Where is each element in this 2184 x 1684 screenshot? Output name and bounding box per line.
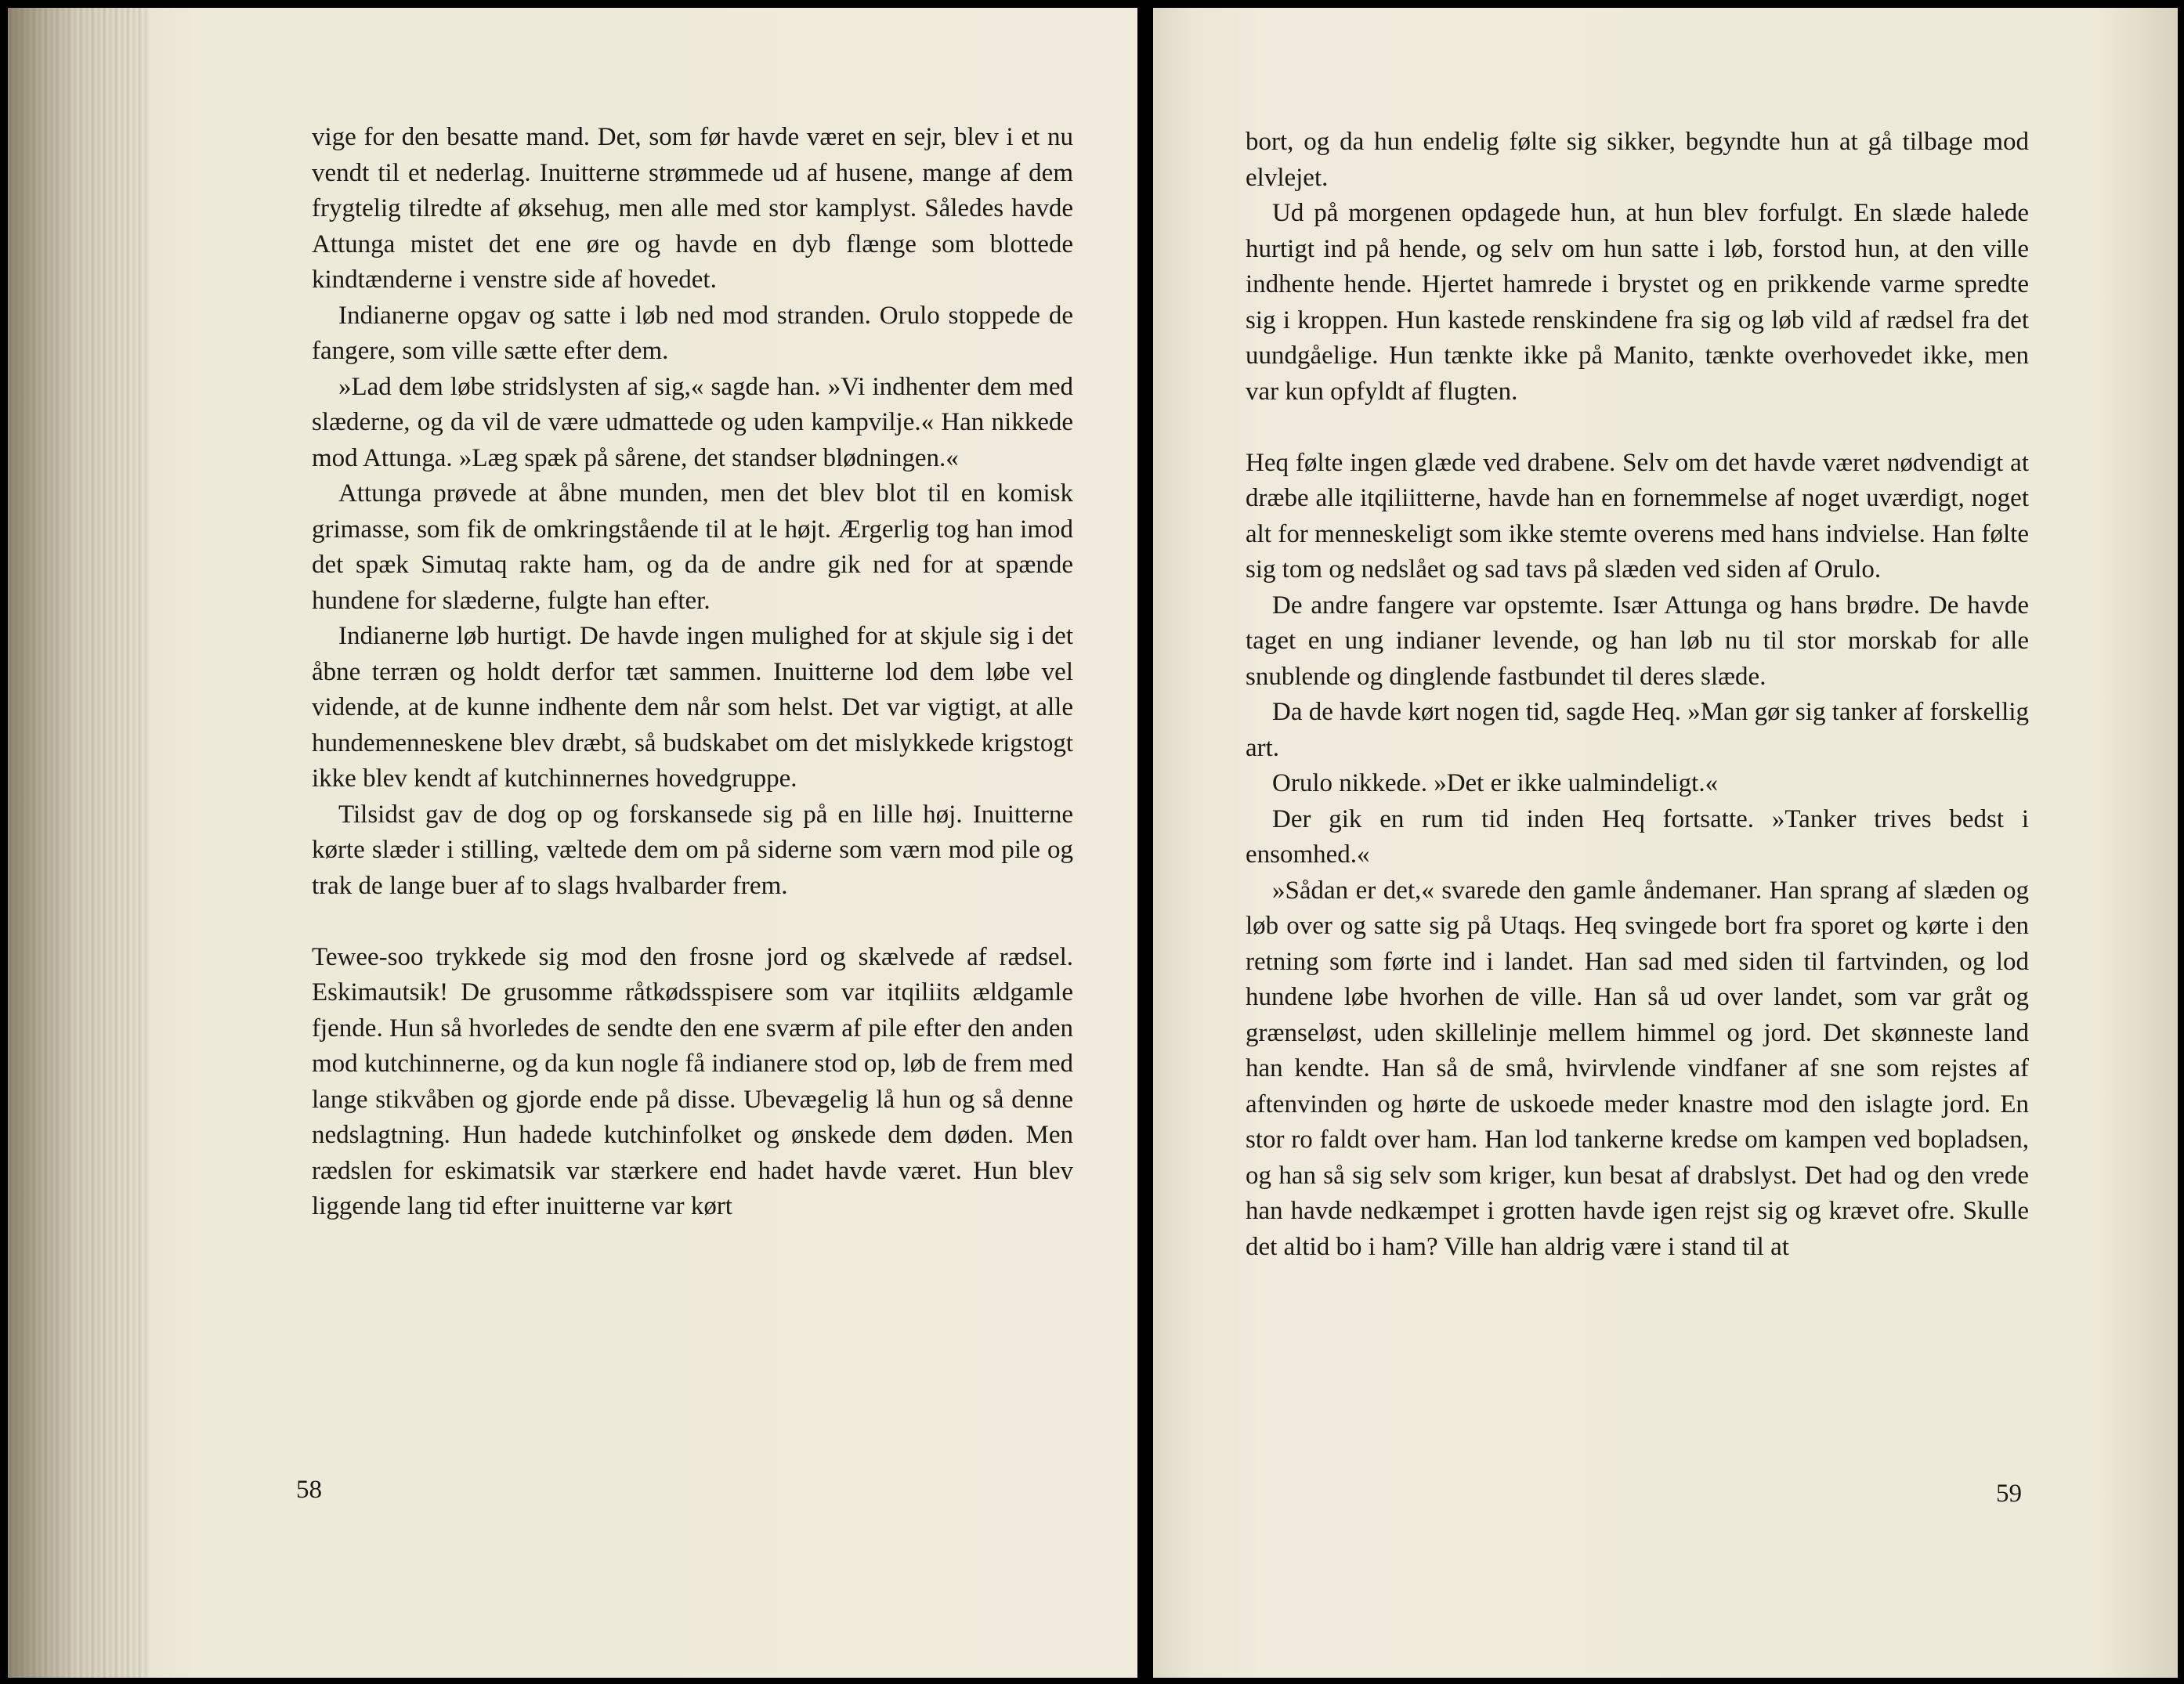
- paragraph: Attunga prøvede at åbne munden, men det blev blot til en komisk grimasse, som fik de omkringstående til at le højt. Ærgerlig tog han imod det spæk Simutaq rakte ham, og da de andre gik ned for at spænde hundene for slæderne, fulgte han efter.: [312, 479, 1073, 615]
- page-number: 59: [1996, 1480, 2022, 1508]
- paragraph: bort, og da hun endelig følte sig sikker, begyndte hun at gå tilbage mod elvlejet.: [1246, 128, 2029, 192]
- paragraph: »Lad dem løbe stridslysten af sig,« sagde han. »Vi indhenter dem med slæderne, og da vil de være udmattede og uden kampvilje.« Han nikkede mod Attunga. »Læg spæk på sårene, det standser blødningen.«: [312, 372, 1073, 472]
- page-number: 58: [296, 1476, 322, 1504]
- paragraph: Heq følte ingen glæde ved drabene. Selv om det havde været nødvendigt at dræbe alle itqiliitterne, havde han en fornemmelse af noget uværdigt, noget alt for menneskeligt som ikke stemte overens med hans indvielse. Han følte sig tom og nedslået og sad tavs på slæden ved siden af Orulo.: [1246, 448, 2029, 584]
- paragraph: Indianerne løb hurtigt. De havde ingen mulighed for at skjule sig i det åbne terræn og holdt derfor tæt sammen. Inuitterne lod dem løbe vel vidende, at de kunne indhente dem når som helst. Det var vigtigt, at alle hundemenneskene blev dræbt, så budskabet om det mislykkede krigstogt ikke blev kendt af kutchinnernes hovedgruppe.: [312, 622, 1073, 793]
- paragraph: Da de havde kørt nogen tid, sagde Heq. »Man gør sig tanker af forskellig art.: [1246, 698, 2029, 762]
- left-page-text: [312, 120, 1073, 1225]
- paragraph: Der gik en rum tid inden Heq fortsatte. »Tanker trives bedst i ensomhed.«: [1246, 804, 2029, 869]
- page-edges: [8, 8, 149, 1678]
- paragraph: Orulo nikkede. »Det er ikke ualmindeligt.«: [1272, 769, 1719, 797]
- right-page-text: [1246, 125, 2029, 1265]
- paragraph: »Sådan er det,« svarede den gamle åndemaner. Han sprang af slæden og løb over og satte sig på Utaqs. Heq svingede bort fra sporet og kørte i den retning som førte ind i landet. Han sad med siden til fartvinden, og lod hundene løbe hvorhen de ville. Han så ud over landet, som var gråt og grænseløst, uden skillelinje mellem himmel og jord. Det skønneste land han kendte. Han så de små, hvirvlende vindfaner af sne som rejstes af aftenvinden og hørte de uskoede meder knastre mod den islagte jord. En stor ro faldt over ham. Han lod tankerne kredse om kampen ved bopladsen, og han så sig selv som kriger, kun besat af drabslyst. Det had og den vrede han havde nedkæmpet i grotten havde igen rejst sig og krævet ofre. Skulle det altid bo i ham? Ville han aldrig være i stand til at: [1246, 876, 2029, 1261]
- paragraph: vige for den besatte mand. Det, som før havde været en sejr, blev i et nu vendt til et nederlag. Inuitterne strømmede ud af husene, mange af dem frygtelig tilredte af øksehug, men alle med stor kamplyst. Således havde Attunga mistet det ene øre og havde en dyb flænge som blottede kindtænderne i venstre side af hovedet.: [312, 123, 1073, 294]
- paragraph: De andre fangere var opstemte. Især Attunga og hans brødre. De havde taget en ung indianer levende, og han løb nu til stor morskab for alle snublende og dinglende fastbundet til deres slæde.: [1246, 591, 2029, 691]
- paragraph: Ud på morgenen opdagede hun, at hun blev forfulgt. En slæde halede hurtigt ind på hende, og selv om hun satte i løb, forstod hun, at den ville indhente hende. Hjertet hamrede i brystet og en prikkende varme spredte sig i kroppen. Hun kastede renskindene fra sig og løb vild af rædsel fra det uundgåelige. Hun tænkte ikke på Manito, tænkte overhovedet ikke, men var kun opfyldt af flugten.: [1246, 199, 2029, 406]
- paragraph: Tewee-soo trykkede sig mod den frosne jord og skælvede af rædsel. Eskimautsik! De grusomme råtkødsspisere som var itqiliits ældgamle fjende. Hun så hvorledes de sendte den ene sværm af pile efter den anden mod kutchinnerne, og da kun nogle få indianere stod op, løb de frem med lange stikvåben og gjorde ende på disse. Ubevægelig lå hun og så denne nedslagtning. Hun hadede kutchinfolket og ønskede dem døden. Men rædslen for eskimatsik var stærkere end hadet havde været. Hun blev liggende lang tid efter inuitterne var kørt: [312, 942, 1073, 1220]
- left-page: [8, 8, 1137, 1678]
- paragraph: Tilsidst gav de dog op og forskansede sig på en lille høj. Inuitterne kørte slæder i stilling, væltede dem om på siderne som værn mod pile og trak de lange buer af to slags hvalbarder frem.: [312, 800, 1073, 900]
- paragraph: Indianerne opgav og satte i løb ned mod stranden. Orulo stoppede de fangere, som ville sætte efter dem.: [312, 301, 1073, 365]
- right-page: [1153, 8, 2178, 1678]
